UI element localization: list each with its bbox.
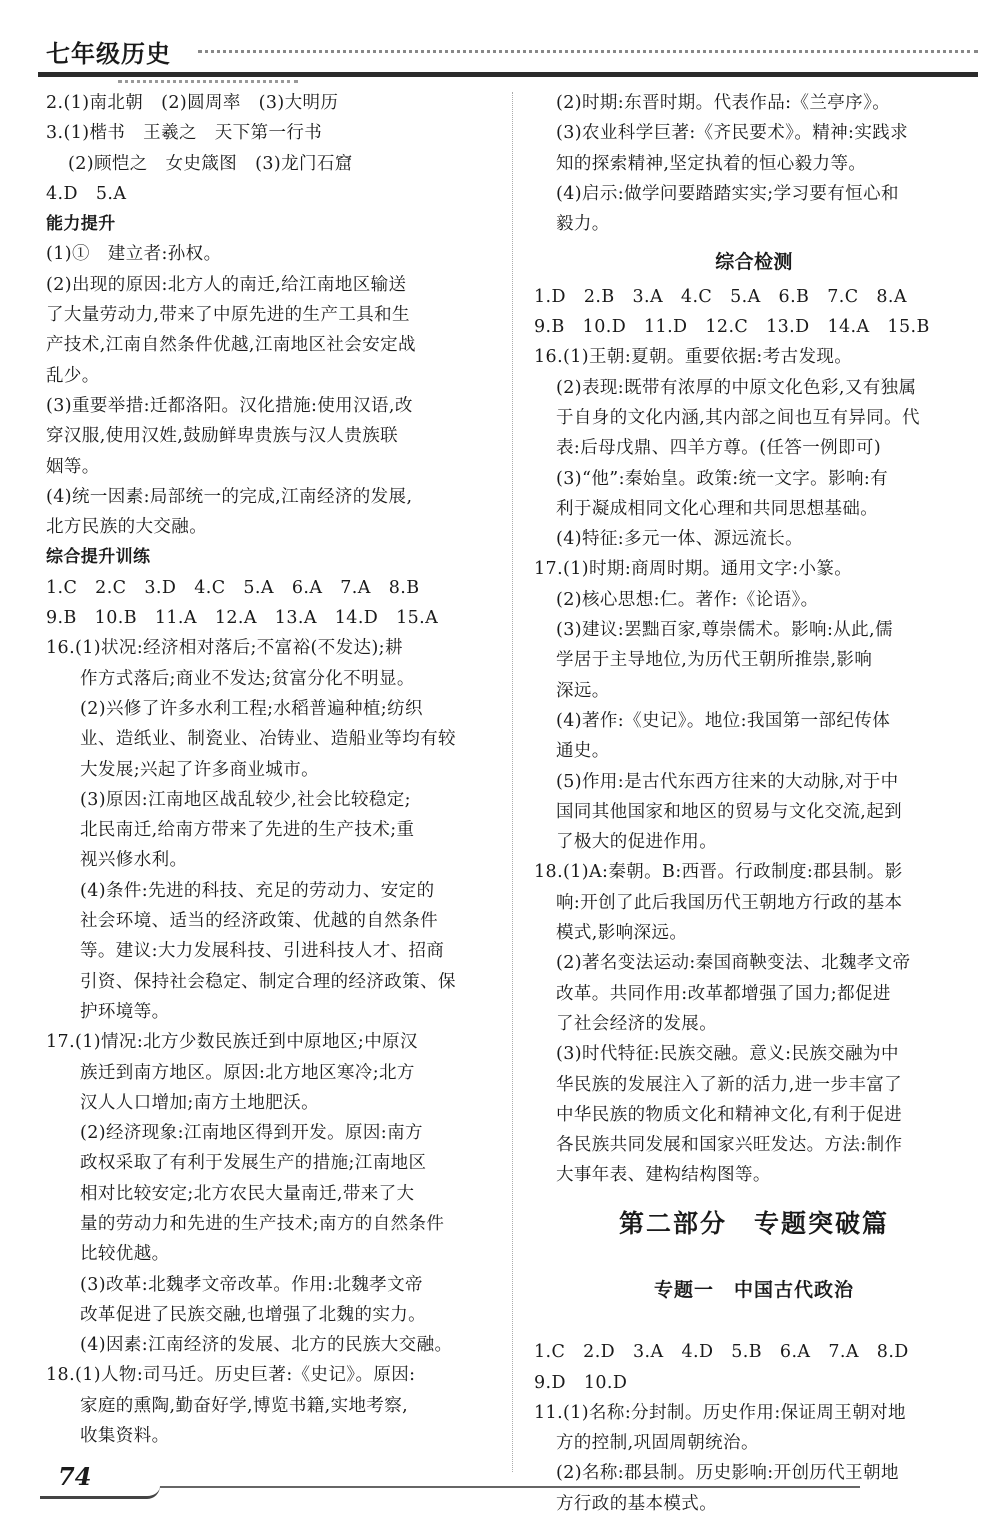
column-divider (512, 92, 513, 1472)
header-rule (38, 72, 978, 77)
answer-line: 9.B 10.B 11.A 12.A 13.A 14.D 15.A (46, 608, 439, 629)
answer-line: 11.(1)名称:分封制。历史作用:保证周王朝对地 (534, 1402, 906, 1423)
answer-line: 于自身的文化内涵,其内部之间也互有异同。代 (556, 407, 920, 428)
answer-line: (2)表现:既带有浓厚的中原文化色彩,又有独属 (556, 377, 917, 398)
answer-line: 视兴修水利。 (80, 850, 188, 871)
answer-line: 政权采取了有利于发展生产的措施;江南地区 (80, 1153, 427, 1174)
answer-line: 3.(1)楷书 王羲之 天下第一行书 (46, 123, 323, 144)
section-heading: 综合提升训练 (46, 547, 151, 568)
answer-line: 作方式落后;商业不发达;贫富分化不明显。 (80, 668, 415, 689)
answer-line: 收集资料。 (80, 1426, 170, 1447)
answer-line: (2)经济现象:江南地区得到开发。原因:南方 (80, 1123, 423, 1144)
answer-line: 改革。共同作用:改革都增强了国力;都促进 (556, 983, 891, 1004)
answer-line: 改革促进了民族交融,也增强了北魏的实力。 (80, 1304, 427, 1325)
answer-line: 了大量劳动力,带来了中原先进的生产工具和生 (46, 305, 410, 326)
answer-line: (1)① 建立者:孙权。 (46, 244, 222, 265)
answer-line: (3)重要举措:迁都洛阳。汉化措施:使用汉语,改 (46, 395, 413, 416)
answer-line: (3)原因:江南地区战乱较少,社会比较稳定; (80, 789, 411, 810)
header-sub-dotted-rule (118, 80, 298, 83)
answer-line: 汉人人口增加;南方土地肥沃。 (80, 1092, 319, 1113)
answer-line: 利于凝成相同文化心理和共同思想基础。 (556, 498, 879, 519)
answer-line: (4)特征:多元一体、源远流长。 (556, 529, 804, 550)
answer-line: (4)条件:先进的科技、充足的劳动力、安定的 (80, 880, 435, 901)
answer-line: 各民族共同发展和国家兴旺发达。方法:制作 (556, 1135, 903, 1156)
answer-line: 中华民族的物质文化和精神文化,有利于促进 (556, 1104, 903, 1125)
answer-line: 族迁到南方地区。原因:北方地区寒冷;北方 (80, 1062, 415, 1083)
answer-line: 穿汉服,使用汉姓,鼓励鲜卑贵族与汉人贵族联 (46, 426, 399, 447)
answer-line: (5)作用:是古代东西方往来的大动脉,对于中 (556, 771, 899, 792)
topic-heading: 专题一 中国古代政治 (653, 1278, 854, 1301)
section-heading: 综合检测 (715, 251, 793, 274)
answer-line: 深远。 (556, 680, 610, 701)
answer-line: 等。建议:大力发展科技、引进科技人才、招商 (80, 941, 445, 962)
footer-rule (160, 1486, 860, 1488)
answer-line: 1.C 2.C 3.D 4.C 5.A 6.A 7.A 8.B (46, 577, 420, 598)
answer-line: 2.(1)南北朝 (2)圆周率 (3)大明历 (46, 93, 339, 113)
answer-line: 16.(1)状况:经济相对落后;不富裕(不发达);耕 (46, 638, 403, 659)
answer-line: 社会环境、适当的经济政策、优越的自然条件 (80, 911, 438, 932)
answer-line: 比较优越。 (80, 1244, 170, 1265)
answer-line: (3)建议:罢黜百家,尊崇儒术。影响:从此,儒 (556, 620, 893, 641)
answer-line: 引资、保持社会稳定、制定合理的经济政策、保 (80, 971, 456, 992)
answer-line: 17.(1)时期:商周时期。通用文字:小篆。 (534, 559, 853, 580)
answer-line: 北民南迁,给南方带来了先进的生产技术;重 (80, 820, 415, 841)
answer-line: (4)统一因素:局部统一的完成,江南经济的发展, (46, 486, 413, 507)
answer-line: 9.D 10.D (534, 1372, 628, 1393)
right-column (534, 88, 974, 1519)
answer-line: 产技术,江南自然条件优越,江南地区社会安定战 (46, 335, 416, 356)
answer-line: 护环境等。 (80, 1001, 170, 1022)
answer-line: 18.(1)人物:司马迁。历史巨著:《史记》。原因: (46, 1365, 416, 1386)
answer-line: 大事年表、建构结构图等。 (556, 1165, 771, 1186)
answer-line: 姻等。 (46, 456, 100, 477)
answer-line: 了社会经济的发展。 (556, 1013, 718, 1034)
answer-line: (2)名称:郡县制。历史影响:开创历代王朝地 (556, 1463, 899, 1484)
part-heading: 第二部分 专题突破篇 (618, 1208, 889, 1238)
answer-line: 量的劳动力和先进的生产技术;南方的自然条件 (80, 1213, 445, 1234)
answer-line: 4.D 5.A (46, 183, 127, 204)
answer-line: 9.B 10.D 11.D 12.C 13.D 14.A 15.B (534, 317, 930, 338)
answer-line: 模式,影响深远。 (556, 923, 688, 944)
answer-line: (2)顾恺之 女史箴图 (3)龙门石窟 (68, 153, 353, 174)
answer-line: 知的探索精神,坚定执着的恒心毅力等。 (556, 153, 867, 174)
answer-line: 18.(1)A:秦朝。B:西晋。行政制度:郡县制。影 (534, 862, 903, 883)
answer-line: 1.D 2.B 3.A 4.C 5.A 6.B 7.C 8.A (534, 286, 907, 307)
answer-line: (2)出现的原因:北方人的南迁,给江南地区输送 (46, 274, 407, 295)
page-number: 74 (58, 1462, 92, 1491)
answer-line: (2)著名变法运动:秦国商鞅变法、北魏孝文帝 (556, 953, 911, 974)
answer-line: (4)因素:江南经济的发展、北方的民族大交融。 (80, 1335, 453, 1356)
answer-line: (3)农业科学巨著:《齐民要术》。精神:实践求 (556, 123, 909, 144)
answer-line: 响:开创了此后我国历代王朝地方行政的基本 (556, 892, 903, 913)
answer-line: 乱少。 (46, 365, 100, 386)
answer-line: 方行政的基本模式。 (556, 1493, 718, 1514)
section-heading: 能力提升 (46, 214, 116, 235)
header-title: 七年级历史 (46, 40, 171, 68)
answer-line: 华民族的发展注入了新的活力,进一步丰富了 (556, 1074, 903, 1095)
page-footer (40, 1460, 980, 1500)
answer-line: 大发展;兴起了许多商业城市。 (80, 759, 319, 780)
answer-line: 了极大的促进作用。 (556, 832, 718, 853)
answer-line: 17.(1)情况:北方少数民族迁到中原地区;中原汉 (46, 1032, 418, 1053)
answer-line: 1.C 2.D 3.A 4.D 5.B 6.A 7.A 8.D (534, 1342, 909, 1363)
answer-line: 相对比较安定;北方农民大量南迁,带来了大 (80, 1183, 415, 1204)
answer-line: (4)著作:《史记》。地位:我国第一部纪传体 (556, 710, 891, 731)
answer-line: 业、造纸业、制瓷业、冶铸业、造船业等均有较 (80, 729, 456, 750)
left-column (46, 88, 494, 1451)
answer-line: 16.(1)王朝:夏朝。重要依据:考古发现。 (534, 347, 853, 368)
answer-line: (3)改革:北魏孝文帝改革。作用:北魏孝文帝 (80, 1274, 423, 1295)
answer-line: 毅力。 (556, 214, 610, 235)
answer-line: 家庭的熏陶,勤奋好学,博览书籍,实地考察, (80, 1395, 409, 1416)
answer-line: (3)时代特征:民族交融。意义:民族交融为中 (556, 1044, 899, 1065)
answer-line: (2)时期:东晋时期。代表作品:《兰亭序》。 (556, 93, 891, 113)
answer-line: 通史。 (556, 741, 610, 762)
page-header (38, 30, 978, 90)
answer-line: (2)兴修了许多水利工程;水稻普遍种植;纺织 (80, 698, 423, 719)
answer-line: 方的控制,巩固周朝统治。 (556, 1433, 759, 1454)
answer-line: (2)核心思想:仁。著作:《论语》。 (556, 589, 819, 610)
answer-line: (4)启示:做学问要踏踏实实;学习要有恒心和 (556, 183, 899, 204)
footer-swoosh (40, 1486, 160, 1499)
answer-line: 学居于主导地位,为历代王朝所推崇,影响 (556, 650, 873, 671)
answer-line: (3)“他”:秦始皇。政策:统一文字。影响:有 (556, 468, 889, 489)
answer-line: 国同其他国家和地区的贸易与文化交流,起到 (556, 801, 903, 822)
header-dotted-rule (198, 50, 978, 53)
answer-line: 北方民族的大交融。 (46, 517, 208, 538)
answer-line: 表:后母戊鼎、四羊方尊。(任答一例即可) (556, 438, 882, 459)
